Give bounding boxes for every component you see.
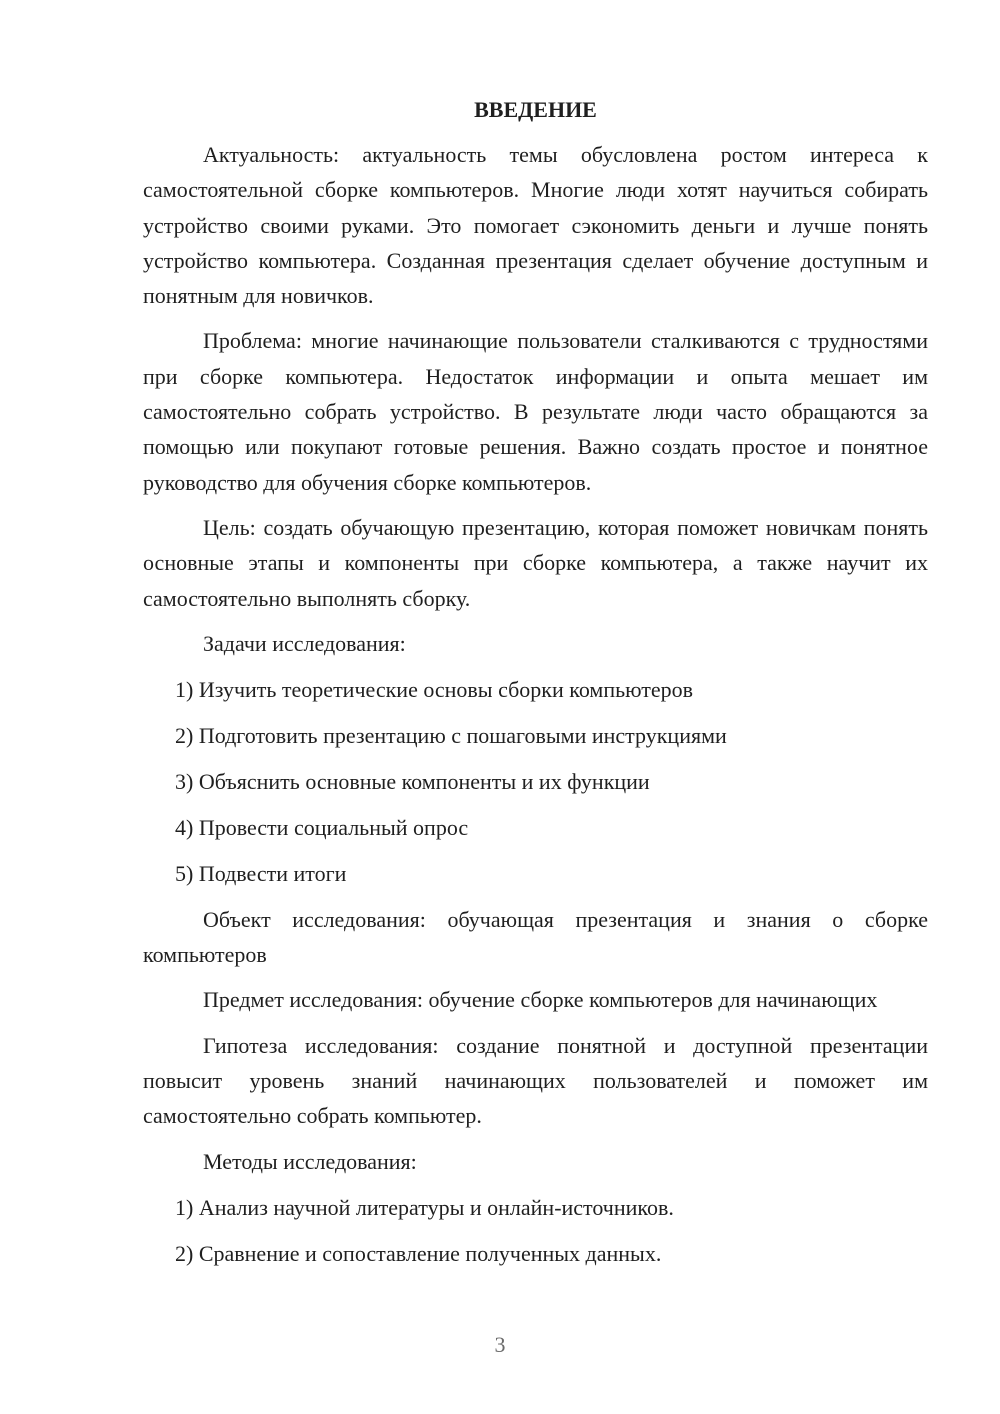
section-title: ВВЕДЕНИЕ bbox=[474, 97, 597, 122]
problem-paragraph: Проблема: многие начинающие пользователи сталкиваются с трудностями при сборке компьютера. Недостаток информации и опыта мешает им самостоятельно собрать устройство. В результате люди часто обращаются за помощью или покупают готовые решения. Важно создать простое и понятное руководство для обучения сборке компьютеров. bbox=[143, 328, 928, 495]
object-paragraph: Объект исследования: обучающая презентация и знания о сборке компьютеров bbox=[143, 906, 928, 968]
relevance-paragraph: Актуальность: актуальность темы обусловлена ростом интереса к самостоятельной сборке компьютеров. Многие люди хотят научиться собирать устройство своими руками. Это помогает сэкономить деньги и лучше понять устройство компьютера. Созданная презентация сделает обучение доступным и понятным для новичков. bbox=[143, 142, 928, 309]
list-item: 1) Изучить теоретические основы сборки компьютеров bbox=[175, 676, 694, 702]
list-item: 5) Подвести итоги bbox=[175, 860, 347, 886]
page-number: 3 bbox=[494, 1332, 506, 1357]
subject-paragraph: Предмет исследования: обучение сборке компьютеров для начинающих bbox=[203, 987, 878, 1013]
list-item: 3) Объяснить основные компоненты и их функции bbox=[175, 768, 650, 794]
list-item: 2) Сравнение и сопоставление полученных данных. bbox=[175, 1240, 662, 1266]
document-page bbox=[143, 92, 928, 1282]
hypothesis-paragraph: Гипотеза исследования: создание понятной и доступной презентации повысит уровень знаний начинающих пользователей и поможет им самостоятельно собрать компьютер. bbox=[143, 1032, 928, 1129]
list-item: 4) Провести социальный опрос bbox=[175, 814, 469, 840]
goal-paragraph: Цель: создать обучающую презентацию, которая поможет новичкам понять основные этапы и компоненты при сборке компьютера, а также научит их самостоятельно выполнять сборку. bbox=[143, 514, 928, 611]
methods-heading: Методы исследования: bbox=[203, 1148, 417, 1174]
tasks-list bbox=[143, 672, 928, 891]
tasks-heading: Задачи исследования: bbox=[203, 630, 406, 656]
methods-list bbox=[143, 1190, 928, 1271]
list-item: 2) Подготовить презентацию с пошаговыми инструкциями bbox=[175, 722, 727, 748]
list-item: 1) Анализ научной литературы и онлайн-источников. bbox=[175, 1194, 674, 1220]
